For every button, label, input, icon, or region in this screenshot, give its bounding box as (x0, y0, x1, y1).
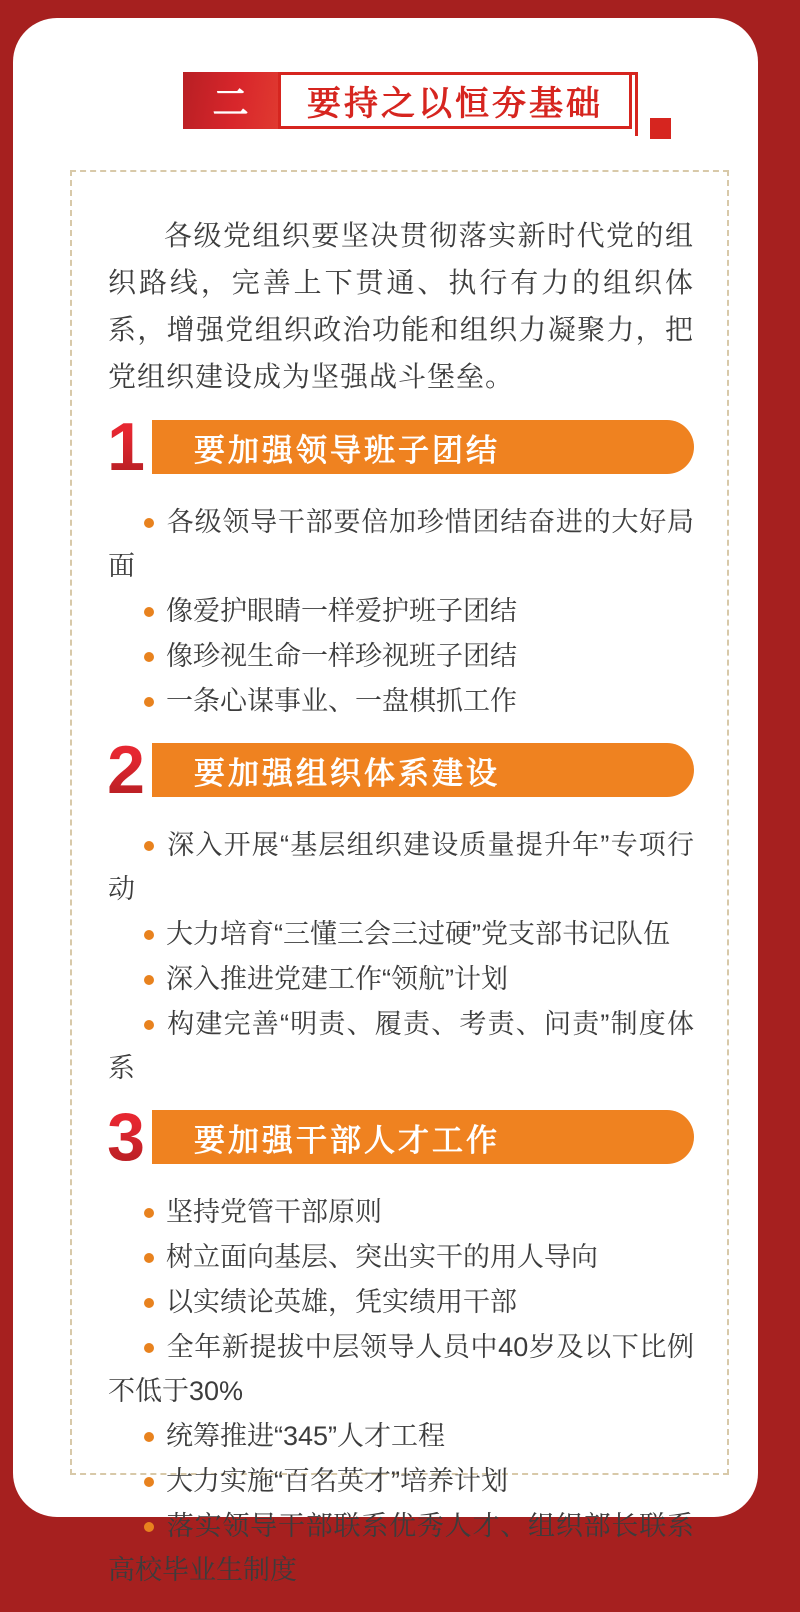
bullet-dot-icon (144, 1208, 154, 1218)
section-3-list (108, 1190, 694, 1592)
section-2-title: 要加强组织体系建设 (194, 755, 500, 791)
bullet-text: 构建完善“明责、履责、考责、问责”制度体系 (108, 1009, 694, 1083)
bullet-text: 以实绩论英雄，凭实绩用干部 (166, 1287, 517, 1317)
section-1-title-bar (152, 420, 694, 474)
section-2 (107, 732, 694, 1090)
section-3-title: 要加强干部人才工作 (194, 1122, 500, 1158)
badge-title-box (278, 72, 632, 129)
section-3-number: 3 (104, 1110, 148, 1164)
bullet-text: 坚持党管干部原则 (166, 1197, 382, 1227)
bullet-text: 全年新提拔中层领导人员中40岁及以下比例不低于30% (108, 1332, 694, 1406)
list-item (108, 589, 694, 633)
list-item (108, 500, 694, 588)
list-item (108, 1414, 694, 1458)
bullet-dot-icon (144, 1343, 154, 1353)
section-1-list (108, 500, 694, 723)
bullet-text: 大力培育“三懂三会三过硬”党支部书记队伍 (166, 919, 670, 949)
list-item (108, 1235, 694, 1279)
list-item (108, 1280, 694, 1324)
main-content (108, 212, 694, 1612)
bullet-text: 各级领导干部要倍加珍惜团结奋进的大好局面 (108, 507, 694, 581)
list-item (108, 912, 694, 956)
section-3 (107, 1099, 694, 1592)
bullet-dot-icon (144, 518, 154, 528)
list-item (108, 1504, 694, 1592)
bullet-dot-icon (144, 975, 154, 985)
list-item (108, 1325, 694, 1413)
list-item (108, 1002, 694, 1090)
bullet-dot-icon (144, 652, 154, 662)
bullet-text: 深入开展“基层组织建设质量提升年”专项行动 (108, 830, 694, 904)
section-title-badge (183, 72, 632, 129)
bullet-dot-icon (144, 841, 154, 851)
section-2-title-bar (152, 743, 694, 797)
section-3-header (104, 1099, 694, 1175)
bullet-dot-icon (144, 930, 154, 940)
section-2-list (108, 823, 694, 1090)
badge-corner-square (650, 118, 671, 139)
section-3-title-bar (152, 1110, 694, 1164)
bullet-text: 像爱护眼睛一样爱护班子团结 (166, 596, 517, 626)
bullet-dot-icon (144, 1298, 154, 1308)
list-item (108, 1459, 694, 1503)
bullet-dot-icon (144, 1477, 154, 1487)
bullet-dot-icon (144, 1020, 154, 1030)
bullet-text: 落实领导干部联系优秀人才、组织部长联系高校毕业生制度 (108, 1511, 694, 1585)
list-item (108, 957, 694, 1001)
bullet-text: 像珍视生命一样珍视班子团结 (166, 641, 517, 671)
list-item (108, 1190, 694, 1234)
badge-corner-line (635, 72, 638, 136)
bullet-dot-icon (144, 607, 154, 617)
bullet-text: 深入推进党建工作“领航”计划 (166, 964, 508, 994)
bullet-dot-icon (144, 697, 154, 707)
bullet-text: 统筹推进“345”人才工程 (166, 1421, 446, 1451)
page-title: 要持之以恒夯基础 (307, 85, 603, 123)
section-2-header (104, 732, 694, 808)
section-2-number: 2 (104, 743, 148, 797)
section-1-header (104, 409, 694, 485)
section-1-number: 1 (104, 420, 148, 474)
section-1-title: 要加强领导班子团结 (194, 432, 500, 468)
bullet-text: 树立面向基层、突出实干的用人导向 (166, 1242, 598, 1272)
intro-paragraph: 各级党组织要坚决贯彻落实新时代党的组织路线，完善上下贯通、执行有力的组织体系，增强党组织政治功能和组织力凝聚力，把党组织建设成为坚强战斗堡垒。 (108, 220, 694, 392)
list-item (108, 679, 694, 723)
section-1 (107, 409, 694, 723)
bullet-dot-icon (144, 1432, 154, 1442)
bullet-dot-icon (144, 1253, 154, 1263)
list-item (108, 823, 694, 911)
list-item (108, 634, 694, 678)
bullet-text: 大力实施“百名英才”培养计划 (166, 1466, 508, 1496)
badge-number: 二 (183, 72, 278, 129)
bullet-dot-icon (144, 1522, 154, 1532)
bullet-text: 一条心谋事业、一盘棋抓工作 (166, 686, 517, 716)
